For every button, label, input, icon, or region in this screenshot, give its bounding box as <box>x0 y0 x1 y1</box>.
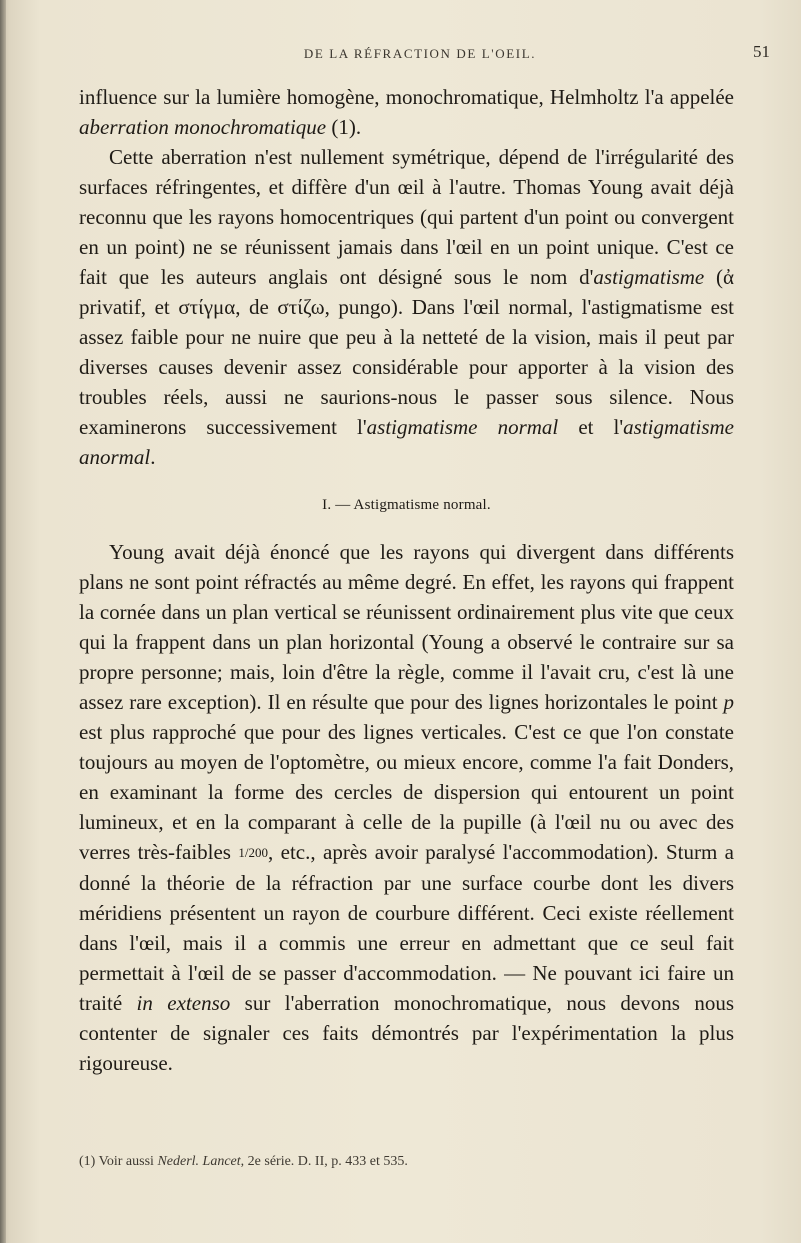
page-number: 51 <box>753 42 770 61</box>
term-in-extenso: in extenso <box>136 991 231 1015</box>
term-astigmatisme: astigmatisme <box>593 265 705 289</box>
fraction: 1/200 <box>238 845 268 860</box>
paragraph-2: Cette aberration n'est nullement symétrique, dépend de l'irrégularité des surfaces réfringentes, et diffère d'un œil à l'autre. Thomas Young avait déjà reconnu que les rayons homocentriques (qui partent d'un point ou convergent en un point) ne se réunissent jamais dans l'œil en un point unique. C'est ce fait que les auteurs anglais ont désigné sous le nom d'astigmatisme (ἀ privatif, et στίγμα, de στίζω, pungo). Dans l'œil normal, l'astigmatisme est assez faible pour ne nuire que peu à la netteté de la vision, mais il peut par diverses causes devenir assez considérable pour apporter à la vision des troubles réels, aussi ne saurions-nous le passer sous silence. Nous examinerons successivement l'astigmatisme normal et l'astigmatisme anormal. <box>79 145 734 469</box>
footnote: (1) Voir aussi Nederl. Lancet, 2e série. D. II, p. 433 et 535. <box>79 1154 408 1169</box>
term-aberration-monochromatique: aberration monochromatique <box>79 115 327 139</box>
paragraph-1: influence sur la lumière homogène, monochromatique, Helmholtz l'a appelée aberration monochromatique (1). <box>79 85 734 139</box>
page-edge <box>0 0 6 1243</box>
term-astigmatisme-normal: astigmatisme normal <box>366 415 559 439</box>
point-p: p <box>723 690 734 714</box>
section-title: I. — Astigmatisme normal. <box>322 497 491 513</box>
page-header <box>70 40 770 70</box>
paragraph-3: Young avait déjà énoncé que les rayons qui divergent dans différents plans ne sont point réfractés au même degré. En effet, les rayons qui frappent la cornée dans un plan vertical se réunissent ordinairement plus vite que ceux qui la frappent dans un plan horizontal (Young a observé le contraire sur sa propre personne; mais, loin d'être la règle, comme il l'avait cru, c'est là une assez rare exception). Il en résulte que pour des lignes horizontales le point p est plus rapproché que pour des lignes verticales. C'est ce que l'on constate toujours au moyen de l'optomètre, ou mieux encore, comme l'a fait Donders, en examinant la forme des cercles de dispersion qui entourent un point lumineux, et en la comparant à celle de la pupille (à l'œil nu ou avec des verres très-faibles 1/200, etc., après avoir paralysé l'accommodation). Sturm a donné la théorie de la réfraction par une surface courbe dont les divers méridiens présentent un rayon de courbure différent. Ceci existe réellement dans l'œil, mais il a commis une erreur en admettant que ce seul fait permettait à l'œil de se passer d'accommodation. — Ne pouvant ici faire un traité in extenso sur l'aberration monochromatique, nous devons nous contenter de signaler ces faits démontrés par l'expérimentation la plus rigoureuse. <box>79 540 734 1075</box>
body-text <box>79 82 734 1078</box>
term-astigmatisme-anormal: astigmatisme anormal <box>79 415 734 469</box>
running-head: DE LA RÉFRACTION DE L'OEIL. <box>303 46 537 61</box>
footnote-journal: Nederl. Lancet <box>157 1154 241 1169</box>
